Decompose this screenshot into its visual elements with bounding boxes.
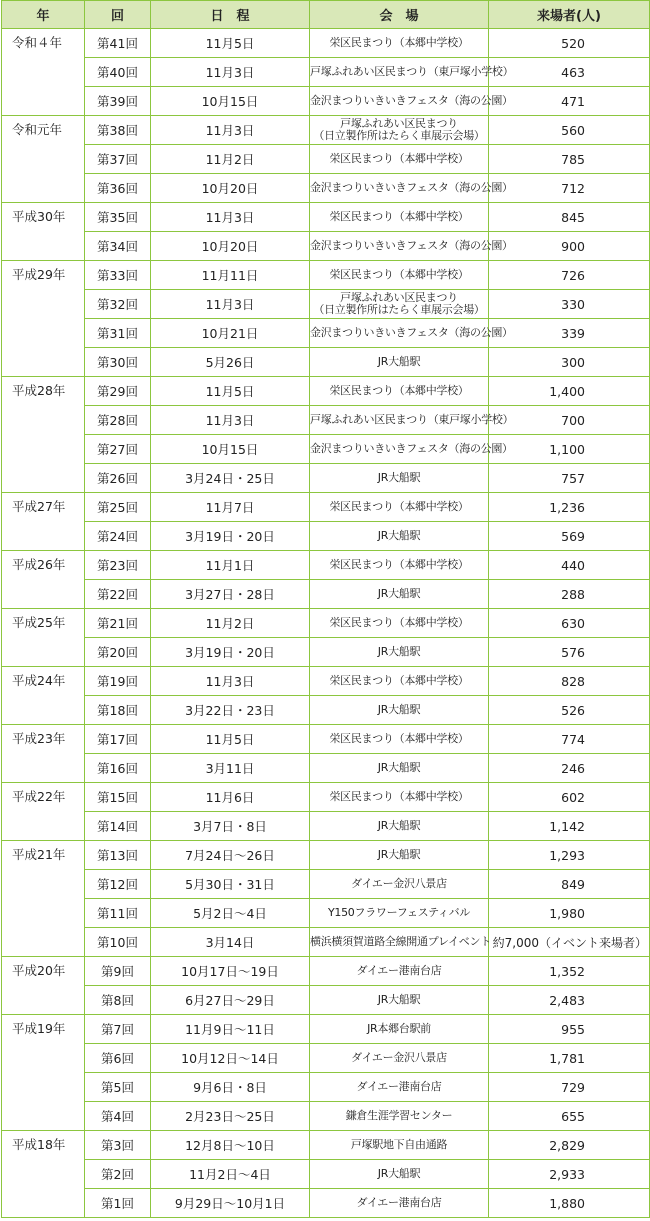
attendance-cell: 1,781: [489, 1044, 650, 1073]
round-cell: 第15回: [85, 783, 151, 812]
venue-cell: [310, 928, 489, 957]
venue-cell: [310, 232, 513, 261]
table-row: [2, 1160, 650, 1189]
table-row: [2, 928, 650, 957]
attendance-column-header: 来場者(人): [489, 1, 650, 29]
attendance-cell: 630: [489, 609, 650, 638]
venue-line: （日立製作所はたらく車展示会場）: [313, 129, 485, 142]
round-cell: 第22回: [85, 580, 151, 609]
round-cell: 第6回: [85, 1044, 151, 1073]
venue-cell: [310, 29, 489, 58]
venue-line: 金沢まつりいきいきフェスタ（海の公園）: [310, 326, 513, 339]
date-cell: 9月29日～10月1日: [151, 1189, 310, 1218]
year-cell: 平成26年: [2, 551, 85, 609]
venue-line: 金沢まつりいきいきフェスタ（海の公園）: [310, 239, 513, 252]
venue-line: JR大船駅: [377, 1167, 421, 1180]
date-cell: 10月15日: [151, 435, 310, 464]
date-cell: 10月12日～14日: [151, 1044, 310, 1073]
venue-cell: [310, 261, 489, 290]
date-cell: 10月20日: [151, 174, 310, 203]
venue-line: JR大船駅: [377, 587, 421, 600]
venue-cell: [310, 174, 513, 203]
round-cell: 第37回: [85, 145, 151, 174]
date-cell: 11月9日～11日: [151, 1015, 310, 1044]
round-cell: 第25回: [85, 493, 151, 522]
venue-line: ダイエー金沢八景店: [351, 877, 447, 890]
venue-line: 横浜横須賀道路全線開通プレイベント: [310, 935, 491, 948]
date-cell: 10月15日: [151, 87, 310, 116]
table-row: [2, 348, 650, 377]
venue-cell: [310, 667, 489, 696]
table-row: [2, 261, 650, 290]
venue-line: 栄区民まつり（本郷中学校）: [329, 36, 469, 49]
table-row: [2, 580, 650, 609]
date-column-header: 日 程: [151, 1, 310, 29]
venue-line: ダイエー港南台店: [356, 964, 442, 977]
venue-line: 戸塚駅地下自由通路: [350, 1138, 448, 1151]
date-cell: 6月27日～29日: [151, 986, 310, 1015]
round-cell: 第13回: [85, 841, 151, 870]
attendance-cell: 330: [489, 290, 650, 319]
date-cell: 11月5日: [151, 29, 310, 58]
venue-line: 戸塚ふれあい区民まつり: [340, 291, 458, 304]
table-row: [2, 899, 650, 928]
round-cell: 第10回: [85, 928, 151, 957]
venue-cell: [310, 899, 489, 928]
date-cell: 11月2日～4日: [151, 1160, 310, 1189]
year-cell: 平成23年: [2, 725, 85, 783]
date-cell: 10月17日～19日: [151, 957, 310, 986]
venue-line: JR大船駅: [377, 529, 421, 542]
year-cell: 平成18年: [2, 1131, 85, 1218]
round-cell: 第12回: [85, 870, 151, 899]
attendance-cell: 726: [489, 261, 650, 290]
round-cell: 第29回: [85, 377, 151, 406]
table-row: [2, 667, 650, 696]
attendance-cell: 2,483: [489, 986, 650, 1015]
venue-line: 栄区民まつり（本郷中学校）: [329, 500, 469, 513]
year-cell: 平成30年: [2, 203, 85, 261]
attendance-cell: 729: [489, 1073, 650, 1102]
attendance-cell: 849: [489, 870, 650, 899]
attendance-cell: 526: [489, 696, 650, 725]
venue-line: 金沢まつりいきいきフェスタ（海の公園）: [310, 94, 513, 107]
venue-cell: [310, 551, 489, 580]
table-row: [2, 435, 650, 464]
attendance-cell: 828: [489, 667, 650, 696]
round-cell: 第19回: [85, 667, 151, 696]
venue-line: 栄区民まつり（本郷中学校）: [329, 558, 469, 571]
venue-line: 戸塚ふれあい区民まつり（東戸塚小学校）: [310, 413, 514, 426]
year-cell: 平成29年: [2, 261, 85, 377]
year-cell: 平成28年: [2, 377, 85, 493]
date-cell: 5月26日: [151, 348, 310, 377]
table-body: [2, 29, 650, 1218]
table-row: [2, 116, 650, 145]
table-row: [2, 290, 650, 319]
attendance-cell: 569: [489, 522, 650, 551]
venue-line: ダイエー港南台店: [356, 1196, 442, 1209]
table-row: [2, 493, 650, 522]
venue-cell: [310, 435, 513, 464]
attendance-cell: 1,352: [489, 957, 650, 986]
date-cell: 12月8日～10日: [151, 1131, 310, 1160]
round-cell: 第14回: [85, 812, 151, 841]
round-cell: 第26回: [85, 464, 151, 493]
attendance-cell: 1,293: [489, 841, 650, 870]
venue-cell: [310, 696, 489, 725]
round-cell: 第2回: [85, 1160, 151, 1189]
attendance-cell: 955: [489, 1015, 650, 1044]
venue-line: JR大船駅: [377, 848, 421, 861]
year-column-header: 年: [2, 1, 85, 29]
round-cell: 第24回: [85, 522, 151, 551]
venue-cell: [310, 58, 514, 87]
date-cell: 3月27日・28日: [151, 580, 310, 609]
round-cell: 第33回: [85, 261, 151, 290]
table-row: [2, 725, 650, 754]
attendance-cell: 700: [489, 406, 650, 435]
venue-cell: [310, 783, 489, 812]
venue-line: JR大船駅: [377, 703, 421, 716]
table-row: [2, 812, 650, 841]
venue-cell: [310, 1160, 489, 1189]
round-cell: 第34回: [85, 232, 151, 261]
venue-cell: [310, 522, 489, 551]
table-row: [2, 957, 650, 986]
venue-line: JR大船駅: [377, 471, 421, 484]
venue-cell: [310, 812, 489, 841]
venue-cell: [310, 754, 489, 783]
table-row: [2, 638, 650, 667]
date-cell: 3月19日・20日: [151, 638, 310, 667]
date-cell: 5月30日・31日: [151, 870, 310, 899]
attendance-cell: 339: [489, 319, 650, 348]
venue-cell: [310, 870, 489, 899]
venue-cell: [310, 493, 489, 522]
venue-cell: [310, 116, 489, 145]
date-cell: 3月19日・20日: [151, 522, 310, 551]
attendance-cell: 845: [489, 203, 650, 232]
venue-cell: [310, 725, 489, 754]
venue-line: 鎌倉生涯学習センター: [345, 1109, 453, 1122]
venue-line: 金沢まつりいきいきフェスタ（海の公園）: [310, 442, 513, 455]
year-cell: 令和４年: [2, 29, 85, 116]
venue-line: 栄区民まつり（本郷中学校）: [329, 210, 469, 223]
year-cell: 平成20年: [2, 957, 85, 1015]
venue-cell: [310, 986, 489, 1015]
year-cell: 平成22年: [2, 783, 85, 841]
table-row: [2, 87, 650, 116]
venue-line: 金沢まつりいきいきフェスタ（海の公園）: [310, 181, 513, 194]
year-cell: 令和元年: [2, 116, 85, 203]
table-row: [2, 783, 650, 812]
attendance-cell: 774: [489, 725, 650, 754]
date-cell: 10月21日: [151, 319, 310, 348]
round-cell: 第30回: [85, 348, 151, 377]
date-cell: 9月6日・8日: [151, 1073, 310, 1102]
venue-cell: [310, 319, 513, 348]
table-row: [2, 174, 650, 203]
venue-line: 栄区民まつり（本郷中学校）: [329, 384, 469, 397]
attendance-cell: 1,980: [489, 899, 650, 928]
date-cell: 11月5日: [151, 377, 310, 406]
venue-line: JR本郷台駅前: [367, 1022, 431, 1035]
table-row: [2, 1189, 650, 1218]
table-row: [2, 1015, 650, 1044]
venue-cell: [310, 87, 513, 116]
round-cell: 第31回: [85, 319, 151, 348]
round-cell: 第39回: [85, 87, 151, 116]
date-cell: 11月3日: [151, 116, 310, 145]
venue-cell: [310, 638, 489, 667]
round-cell: 第9回: [85, 957, 151, 986]
table-row: [2, 1131, 650, 1160]
date-cell: 11月3日: [151, 203, 310, 232]
date-cell: 11月1日: [151, 551, 310, 580]
table-row: [2, 1102, 650, 1131]
attendance-cell: 471: [489, 87, 650, 116]
table-row: [2, 609, 650, 638]
year-cell: 平成27年: [2, 493, 85, 551]
date-cell: 11月3日: [151, 58, 310, 87]
venue-cell: [310, 1102, 489, 1131]
table-row: [2, 841, 650, 870]
attendance-cell: 560: [489, 116, 650, 145]
venue-cell: [310, 957, 489, 986]
date-cell: 5月2日～4日: [151, 899, 310, 928]
round-cell: 第8回: [85, 986, 151, 1015]
venue-cell: [310, 1131, 489, 1160]
round-cell: 第17回: [85, 725, 151, 754]
venue-cell: [310, 464, 489, 493]
table-row: [2, 203, 650, 232]
attendance-cell: 440: [489, 551, 650, 580]
attendance-cell: 655: [489, 1102, 650, 1131]
date-cell: 3月11日: [151, 754, 310, 783]
table-row: [2, 1044, 650, 1073]
attendance-cell: 757: [489, 464, 650, 493]
table-row: [2, 986, 650, 1015]
attendance-cell: 1,142: [489, 812, 650, 841]
attendance-cell: 約7,000（イベント来場者）: [489, 928, 650, 957]
attendance-cell: 1,400: [489, 377, 650, 406]
table-row: [2, 870, 650, 899]
date-cell: 7月24日～26日: [151, 841, 310, 870]
attendance-cell: 900: [489, 232, 650, 261]
round-cell: 第38回: [85, 116, 151, 145]
venue-line: JR大船駅: [377, 645, 421, 658]
attendance-cell: 602: [489, 783, 650, 812]
venue-line: JR大船駅: [377, 993, 421, 1006]
venue-line: Y150フラワーフェスティバル: [327, 906, 470, 919]
table-row: [2, 551, 650, 580]
round-column-header: 回: [85, 1, 151, 29]
date-cell: 11月3日: [151, 667, 310, 696]
round-cell: 第1回: [85, 1189, 151, 1218]
attendance-cell: 520: [489, 29, 650, 58]
date-cell: 3月14日: [151, 928, 310, 957]
venue-line: ダイエー港南台店: [356, 1080, 442, 1093]
venue-cell: [310, 1073, 489, 1102]
venue-line: （日立製作所はたらく車展示会場）: [313, 303, 485, 316]
attendance-cell: 576: [489, 638, 650, 667]
venue-cell: [310, 290, 489, 319]
date-cell: 11月3日: [151, 290, 310, 319]
date-cell: 11月11日: [151, 261, 310, 290]
attendance-cell: 246: [489, 754, 650, 783]
round-cell: 第32回: [85, 290, 151, 319]
venue-line: JR大船駅: [377, 761, 421, 774]
attendance-cell: 300: [489, 348, 650, 377]
venue-line: 栄区民まつり（本郷中学校）: [329, 790, 469, 803]
attendance-cell: 1,880: [489, 1189, 650, 1218]
table-row: [2, 1073, 650, 1102]
round-cell: 第4回: [85, 1102, 151, 1131]
venue-column-header: 会 場: [310, 1, 489, 29]
table-row: [2, 754, 650, 783]
date-cell: 11月3日: [151, 406, 310, 435]
date-cell: 11月5日: [151, 725, 310, 754]
table-row: [2, 29, 650, 58]
year-cell: 平成19年: [2, 1015, 85, 1131]
venue-cell: [310, 1044, 489, 1073]
table-row: [2, 232, 650, 261]
round-cell: 第3回: [85, 1131, 151, 1160]
date-cell: 3月7日・8日: [151, 812, 310, 841]
attendance-cell: 785: [489, 145, 650, 174]
date-cell: 11月7日: [151, 493, 310, 522]
attendance-cell: 2,933: [489, 1160, 650, 1189]
date-cell: 10月20日: [151, 232, 310, 261]
round-cell: 第16回: [85, 754, 151, 783]
date-cell: 11月2日: [151, 609, 310, 638]
round-cell: 第23回: [85, 551, 151, 580]
attendance-cell: 1,236: [489, 493, 650, 522]
attendance-cell: 288: [489, 580, 650, 609]
venue-cell: [310, 203, 489, 232]
venue-cell: [310, 580, 489, 609]
round-cell: 第11回: [85, 899, 151, 928]
date-cell: 11月2日: [151, 145, 310, 174]
venue-cell: [310, 145, 489, 174]
table-row: [2, 696, 650, 725]
venue-cell: [310, 348, 489, 377]
table-row: [2, 377, 650, 406]
table-header-row: [2, 1, 650, 29]
attendance-cell: 463: [489, 58, 650, 87]
venue-line: 戸塚ふれあい区民まつり（東戸塚小学校）: [310, 65, 514, 78]
venue-line: 栄区民まつり（本郷中学校）: [329, 674, 469, 687]
attendance-cell: 2,829: [489, 1131, 650, 1160]
venue-cell: [310, 841, 489, 870]
date-cell: 2月23日～25日: [151, 1102, 310, 1131]
round-cell: 第5回: [85, 1073, 151, 1102]
year-cell: 平成25年: [2, 609, 85, 667]
venue-cell: [310, 609, 489, 638]
venue-line: 栄区民まつり（本郷中学校）: [329, 268, 469, 281]
attendance-cell: 1,100: [489, 435, 650, 464]
round-cell: 第40回: [85, 58, 151, 87]
venue-line: 栄区民まつり（本郷中学校）: [329, 732, 469, 745]
round-cell: 第41回: [85, 29, 151, 58]
date-cell: 11月6日: [151, 783, 310, 812]
venue-cell: [310, 1189, 489, 1218]
venue-line: 戸塚ふれあい区民まつり: [340, 117, 458, 130]
table-row: [2, 464, 650, 493]
round-cell: 第35回: [85, 203, 151, 232]
venue-line: 栄区民まつり（本郷中学校）: [329, 152, 469, 165]
date-cell: 3月22日・23日: [151, 696, 310, 725]
event-history-table: [1, 0, 650, 1218]
round-cell: 第36回: [85, 174, 151, 203]
venue-cell: [310, 1015, 489, 1044]
date-cell: 3月24日・25日: [151, 464, 310, 493]
table-row: [2, 145, 650, 174]
round-cell: 第20回: [85, 638, 151, 667]
round-cell: 第7回: [85, 1015, 151, 1044]
table-row: [2, 319, 650, 348]
venue-cell: [310, 406, 514, 435]
table-row: [2, 522, 650, 551]
venue-line: JR大船駅: [377, 355, 421, 368]
attendance-cell: 712: [489, 174, 650, 203]
venue-line: 栄区民まつり（本郷中学校）: [329, 616, 469, 629]
venue-cell: [310, 377, 489, 406]
table-row: [2, 406, 650, 435]
year-cell: 平成21年: [2, 841, 85, 957]
table-row: [2, 58, 650, 87]
round-cell: 第21回: [85, 609, 151, 638]
round-cell: 第18回: [85, 696, 151, 725]
year-cell: 平成24年: [2, 667, 85, 725]
venue-line: JR大船駅: [377, 819, 421, 832]
round-cell: 第27回: [85, 435, 151, 464]
venue-line: ダイエー金沢八景店: [351, 1051, 447, 1064]
round-cell: 第28回: [85, 406, 151, 435]
